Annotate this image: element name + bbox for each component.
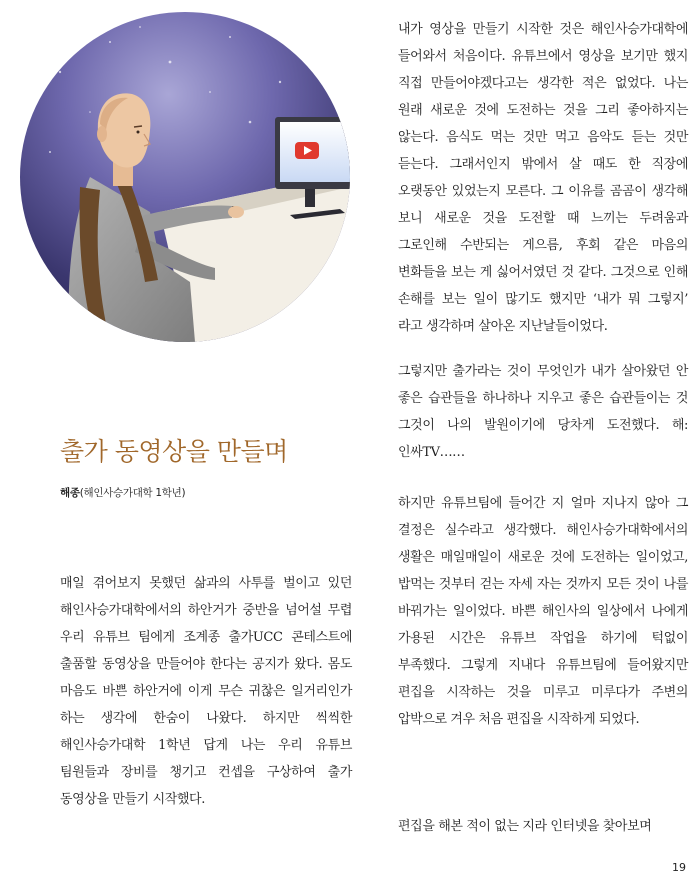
body-paragraph: 하지만 유튜브팀에 들어간 지 얼마 지나지 않아 그 결정은 실수라고 생각했다. 해인사승가대학에서의 생활은 매일매일이 새로운 것에 도전하는 일이었고, 밥먹는 것부터 걷는 자세 자는 것까지 모든 것이 나를 바꿔가는 일이었다. 바쁜 해인사의 일상에서 나에게 가용된 시간은 유튜브 작업을 하기에 턱없이 부족했다. 그렇게 지내다 유튜브팀에 들어왔지만 편집을 시작하는 것을 미루고 미루다가 주변의 압박으로 겨우 처음 편집을 시작하게 되었다. <box>398 496 688 727</box>
body-paragraph: 그렇지만 출가라는 것이 무엇인가 내가 살아왔던 안 좋은 습관들을 하나하나 지우고 좋은 습관들이는 것 그것이 나의 발원이기에 당차게 도전했다. 해:인싸TV…… <box>398 364 688 460</box>
page-number: 19 <box>672 861 686 874</box>
author-name: 해종 <box>60 487 80 499</box>
body-paragraph: 매일 겪어보지 못했던 삶과의 사투를 벌이고 있던 해인사승가대학에서의 하안거가 중반을 넘어설 무렵 우리 유튜브 팀에게 조계종 출가UCC 콘테스트에 출품할 동영상을 만들어야 한다는 공지가 왔다. 몸도 마음도 바쁜 하안거에 이게 무슨 귀찮은 일거리인가 하는 생각에 한숨이 나왔다. 하지만 씩씩한 해인사승가대학 1학년 답게 나는 우리 유튜브 팀원들과 장비를 챙기고 컨셉을 구상하여 출가 동영상을 만들기 시작했다. <box>60 576 352 807</box>
play-button-icon <box>295 142 319 159</box>
body-paragraph: 내가 영상을 만들기 시작한 것은 해인사승가대학에 들어와서 처음이다. 유튜브에서 영상을 보기만 했지 직접 만들어야겠다고는 생각한 적은 없었다. 나는 원래 새로운 것에 도전하는 것을 그리 좋아하지는 않는다. 음식도 먹는 것만 먹고 음악도 듣는 것만 듣는다. 그래서인지 밖에서 살 때도 한 직장에 오랫동안 있었는지 모른다. 그 이유를 곰곰이 생각해 보니 새로운 것을 도전할 때 느끼는 두려움과 그로인해 수반되는 게으름, 후회 같은 마음의 변화들을 보는 게 싫어서였던 것 같다. 그것으로 인해 손해를 보는 일이 많기도 했지만 ‘내가 뭐 그렇지’ 라고 생각하며 살아온 지난날들이었다. <box>398 22 688 334</box>
author-affiliation: (해인사승가대학 1학년) <box>79 487 186 499</box>
article-title: 출가 동영상을 만들며 <box>60 437 288 466</box>
body-paragraph: 편집을 해본 적이 없는 지라 인터넷을 찾아보며 <box>398 819 652 834</box>
author-byline <box>60 485 185 500</box>
monk-at-computer-illustration <box>20 12 350 342</box>
